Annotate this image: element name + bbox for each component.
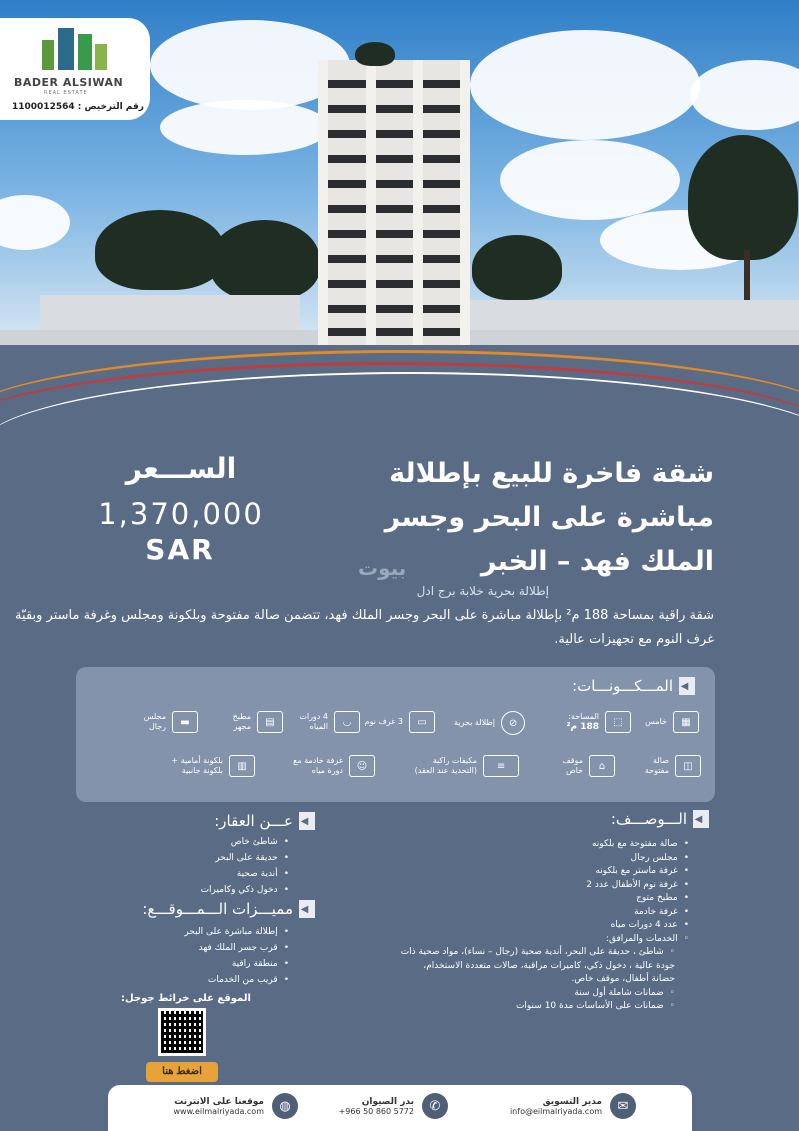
feature-majlis: ▬ مجلس رجال [144, 711, 198, 733]
list-item: • غرفة ماستر مع بلكونه [329, 865, 689, 879]
feature-bathrooms: ◡ 4 دورات المياه [299, 711, 360, 733]
ac-icon: ≡ [483, 755, 519, 777]
list-item: جودة عالية ، دخول ذكي، كاميرات مراقبة، صالات متعددة الاستخدام، [423, 960, 675, 971]
area-icon: ⬚ [605, 711, 631, 733]
contact-website[interactable]: ◍ موقعنا على الانترنت www.eilmalriyada.com [174, 1093, 298, 1119]
list-item: • غرفة نوم الأطفال عدد 2 [329, 879, 689, 893]
brand-name: BADER ALSIWAN [14, 76, 124, 89]
list-item: • منطقة راقية [89, 956, 289, 972]
details-heading: ◀ الـــوصـــف: [610, 810, 708, 828]
garage-icon: ⌂ [589, 755, 615, 777]
sofa-icon: ◫ [675, 755, 701, 777]
price-label: الســـعر [125, 452, 237, 485]
property-heading: ◀ عـــن العقار: [214, 812, 314, 830]
price-value: 1,370,000 [98, 497, 264, 531]
list-item: • إطلالة مباشرة على البحر [89, 924, 289, 940]
location-list [89, 924, 289, 988]
price-currency: SAR [145, 533, 215, 566]
listing-title: شقة فاخرة للبيع بإطلالة مباشرة على البحر وجسر الملك فهد – الخبر [384, 458, 714, 577]
chevron-left-icon: ◀ [299, 812, 315, 830]
listing-description: شقة راقية بمساحة 188 م² بإطلالة مباشرة على البحر وجسر الملك فهد، تتضمن صالة مفتوحة وبلكونة ومجلس وغرفة ماستر وبقيّة غرف النوم مع تجهيزات عالية. [15, 608, 714, 647]
kitchen-icon: ▤ [257, 711, 283, 733]
list-item: • مطبخ متوج [329, 892, 689, 906]
list-item: • عدد 4 دورات مياه [329, 919, 689, 933]
majlis-icon: ▬ [172, 711, 198, 733]
list-item: • صالة مفتوحة مع بلكونه [329, 838, 689, 852]
watermark-logo: بيوت [358, 556, 407, 580]
list-item: ◦ شاطئ ، حديقة على البحر، أندية صحية (رجال – نساء)، مواد صحية ذات [329, 946, 675, 960]
map-label: الموقع على خرائط جوجل: [121, 993, 251, 1004]
details-list [329, 838, 689, 1014]
sea-view-icon: ⊘ [501, 711, 525, 735]
list-item: • حديقة على البحر [89, 850, 289, 866]
feature-ac: ≡ مكيفات راكبة (التحديد عند العقد) [415, 755, 519, 777]
components-heading: ◀ المـــكـــونـــات: [572, 677, 694, 695]
property-list [89, 834, 289, 898]
contact-marketing[interactable]: ✉ مدير التسويق info@eilmalriyada.com [510, 1093, 636, 1119]
qr-code[interactable] [158, 1008, 206, 1056]
feature-parking: ⌂ موقف خاص [562, 755, 615, 777]
chevron-left-icon: ◀ [693, 810, 709, 828]
feature-maid-room: ☺ غرفة خادمة مع دورة مياه [293, 755, 375, 777]
list-item: • قريب من الخدمات [89, 972, 289, 988]
license-number: رقم الترخيص : 1100012564 [12, 102, 144, 112]
mail-icon: ✉ [610, 1093, 636, 1119]
list-item: • قرب جسر الملك فهد [89, 940, 289, 956]
company-logo [0, 18, 150, 120]
tower-building [318, 60, 470, 345]
feature-sea-view: ⊘ إطلالة بحرية [454, 711, 525, 735]
list-item: ◦ الخدمات والمرافق: [329, 933, 689, 947]
location-heading: ◀ مميـــزات الـــمـــوقـــع: [142, 900, 314, 918]
feature-floor: ▦ خامس [645, 711, 699, 733]
contact-agent[interactable]: ✆ بدر الصيوان +966 50 860 5772 [339, 1093, 448, 1119]
contact-footer [108, 1085, 692, 1131]
feature-kitchen: ▤ مطبخ مجهز [233, 711, 283, 733]
listing-subtitle: إطلالة بحرية خلابة برج ادل [416, 584, 549, 598]
list-item: • غرفة خادمة [329, 906, 689, 920]
feature-balcony: ▥ بلكونة أمامية + بلكونة جانبية [171, 755, 255, 777]
list-item: • شاطئ خاص [89, 834, 289, 850]
feature-bedrooms: ▭ 3 غرف نوم [365, 711, 435, 733]
globe-icon: ◍ [272, 1093, 298, 1119]
feature-area: ⬚ المساحة: 188 م² [567, 711, 631, 733]
list-item: ◦ ضمانات شاملة أول سنة [329, 987, 675, 1001]
maid-icon: ☺ [349, 755, 375, 777]
open-map-button[interactable]: اضغط هنا [146, 1062, 218, 1082]
building-icon: ▦ [673, 711, 699, 733]
brand-subtitle: REAL ESTATE [44, 90, 88, 96]
feature-living-room: ◫ صالة مفتوحة [645, 755, 701, 777]
components-panel [76, 667, 715, 802]
list-item: حضانة أطفال، موقف خاص. [571, 974, 675, 984]
phone-icon: ✆ [422, 1093, 448, 1119]
bed-icon: ▭ [409, 711, 435, 733]
chevron-left-icon: ◀ [679, 677, 695, 695]
chevron-left-icon: ◀ [299, 900, 315, 918]
list-item: ◦ ضمانات على الأساسات مدة 10 سنوات [329, 1000, 675, 1014]
list-item: • أندية صحية [89, 866, 289, 882]
balcony-icon: ▥ [229, 755, 255, 777]
list-item: • مجلس رجال [329, 852, 689, 866]
list-item: • دخول ذكي وكاميرات [89, 882, 289, 898]
bathtub-icon: ◡ [334, 711, 360, 733]
